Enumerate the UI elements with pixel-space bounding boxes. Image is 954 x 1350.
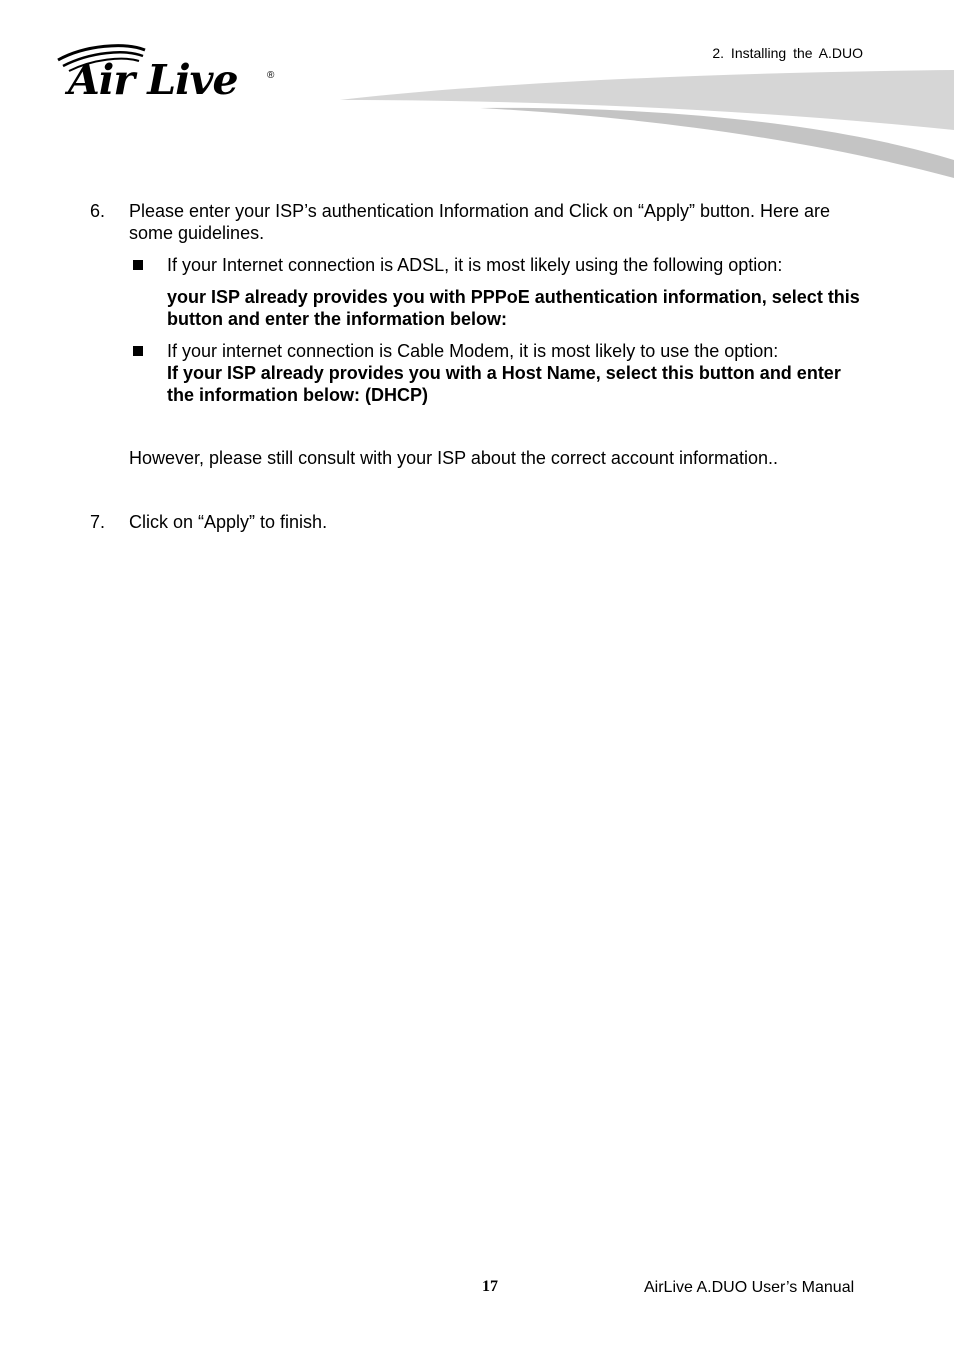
step-number: 7. xyxy=(90,512,106,532)
bullet-text: If your internet connection is Cable Modem, it is most likely to use the option: xyxy=(167,341,779,361)
document-body xyxy=(90,200,870,533)
square-bullet-icon xyxy=(133,346,143,356)
step-text: Please enter your ISP’s authentication Information and Click on “Apply” button. Here are some guidelines. xyxy=(129,201,831,243)
bullet-adsl-option: your ISP already provides you with PPPoE authentication information, select this button and enter the information below: xyxy=(167,287,860,329)
bullet-cable xyxy=(90,340,870,362)
step-6 xyxy=(90,200,870,244)
page-number: 17 xyxy=(482,1278,498,1295)
bullet-adsl xyxy=(90,254,870,276)
isp-note: However, please still consult with your ISP about the correct account information.. xyxy=(129,448,778,468)
header-section-title: 2. Installing the A.DUO xyxy=(712,45,863,61)
bullet-cable-option: If your ISP already provides you with a Host Name, select this button and enter the information below: (DHCP) xyxy=(167,363,841,405)
bullet-text: If your Internet connection is ADSL, it is most likely using the following option: xyxy=(167,255,783,275)
square-bullet-icon xyxy=(133,260,143,270)
registered-mark: ® xyxy=(267,70,275,81)
airlive-logo: Air Live xyxy=(68,56,238,104)
manual-title: AirLive A.DUO User’s Manual xyxy=(644,1279,855,1296)
step-7 xyxy=(90,511,870,533)
header-swoosh-decoration xyxy=(340,70,954,180)
step-number: 6. xyxy=(90,201,106,221)
step-text: Click on “Apply” to finish. xyxy=(129,512,328,532)
